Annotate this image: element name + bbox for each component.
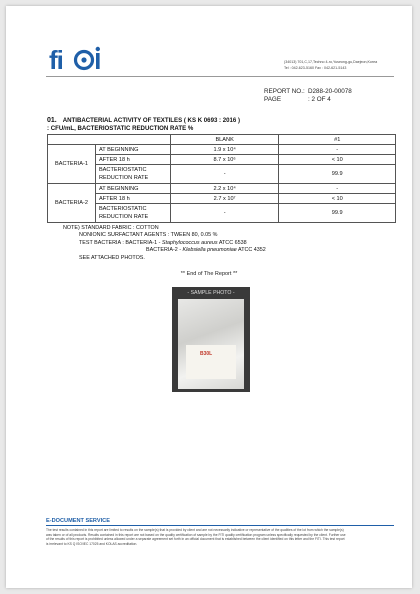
- report-page: [6, 6, 412, 588]
- row-label: BACTERIOSTATIC REDUCTION RATE: [95, 204, 170, 223]
- row-label: AFTER 18 h: [95, 155, 170, 165]
- sample-value: < 10: [279, 194, 396, 204]
- sample-value: -: [279, 145, 396, 155]
- report-no-label: REPORT NO.:: [264, 88, 305, 95]
- table-header-row: [48, 135, 396, 145]
- table-row: [48, 155, 396, 165]
- report-info: [264, 88, 352, 104]
- row-label: AT BEGINNING: [95, 145, 170, 155]
- footer-divider: [46, 525, 394, 526]
- footer-disclaimer: The test results contained in this report are limited to results on the sample(s) that is provided by client and are not necessarily indicative or representative of the qualities of the lot from which the sample(s) was taken or of all products. Results contained in this report are not based on the quality certification of sample by the FITI quality certification program unless specifically requested by the client. Further use of the results of this report is prohibited unless allowed under a separate agreement set forth in an official document that is established between the client identified on this letter and the FITI. This test report is irrelevant to KS Q ISO/IEC 17025 and KOLAS accreditation.: [46, 528, 346, 546]
- end-of-report: ** End of The Report **: [180, 271, 238, 277]
- blank-value: 8.7 x 10⁶: [170, 155, 279, 165]
- row-label: AFTER 18 h: [95, 194, 170, 204]
- company-address: [284, 59, 394, 71]
- report-no-value: D288-20-00078: [308, 88, 352, 95]
- sample-value: -: [279, 184, 396, 194]
- note-bacteria-1-prefix: TEST BACTERIA : BACTERIA-1 -: [79, 239, 162, 246]
- note-bacteria-1-suffix: ATCC 6538: [217, 239, 247, 246]
- blank-value: 1.9 x 10⁴: [170, 145, 279, 155]
- address-line: (34013) 701,C,17,Techno 4-ro,Yuseong-gu,Daejeon,Korea: [284, 60, 378, 64]
- note-bacteria-2-species: Klebsiella pneumoniae: [182, 247, 237, 254]
- header-divider: [46, 76, 394, 77]
- footer-title: E-DOCUMENT SERVICE: [46, 518, 110, 524]
- sample-photo-label: - SAMPLE PHOTO -: [187, 290, 235, 296]
- note-see-photos: SEE ATTACHED PHOTOS.: [79, 254, 145, 261]
- note-bacteria-1: [63, 240, 266, 247]
- blank-value: 2.2 x 10⁴: [170, 184, 279, 194]
- blank-value: -: [170, 165, 279, 184]
- table-row: [48, 184, 396, 194]
- sample-value: 99.9: [279, 204, 396, 223]
- page-label: PAGE: [264, 96, 282, 103]
- sample-value: < 10: [279, 155, 396, 165]
- section-number: 01.: [47, 117, 57, 124]
- col-header-sample1: #1: [279, 135, 396, 145]
- sample-photo: [172, 287, 250, 392]
- note-surfactant: NONIONIC SURFACTANT AGENTS : TWEEN 80, 0.05 %: [79, 232, 218, 239]
- sample-marking: B30L: [200, 351, 213, 357]
- section-heading: [47, 117, 240, 133]
- table-row: [48, 194, 396, 204]
- sample-bag-image: [178, 299, 244, 389]
- sample-value: 99.9: [279, 165, 396, 184]
- row-label: AT BEGINNING: [95, 184, 170, 194]
- fiti-logo: [49, 46, 111, 74]
- table-row: [48, 145, 396, 155]
- svg-text:fi: fi: [49, 46, 63, 74]
- note-bacteria-1-species: Staphylococcus aureus: [161, 239, 218, 246]
- row-label: BACTERIOSTATIC REDUCTION RATE: [95, 165, 170, 184]
- note-bacteria-2-prefix: BACTERIA-2 -: [146, 247, 183, 254]
- section-subtitle: : CFU/mL, BACTERIOSTATIC REDUCTION RATE %: [47, 125, 194, 132]
- col-header-blank: BLANK: [170, 135, 279, 145]
- note-standard-fabric: NOTE) STANDARD FABRIC : COTTON: [63, 225, 159, 231]
- section-title: ANTIBACTERIAL ACTIVITY OF TEXTILES ( KS K 0693 : 2016 ): [62, 117, 241, 124]
- notes-block: [63, 225, 266, 262]
- page-value: : 2 OF 4: [308, 96, 331, 103]
- contact-line: Tel : 042-623-5160 Fax : 042-621-5143: [284, 66, 347, 70]
- note-bacteria-2: [63, 247, 266, 254]
- header-empty-cell: [48, 135, 171, 145]
- note-bacteria-2-suffix: ATCC 4352: [236, 247, 266, 254]
- group-name: BACTERIA-2: [48, 184, 96, 223]
- group-name: BACTERIA-1: [48, 145, 96, 184]
- results-table: [47, 134, 396, 223]
- blank-value: 2.7 x 10⁷: [170, 194, 279, 204]
- blank-value: -: [170, 204, 279, 223]
